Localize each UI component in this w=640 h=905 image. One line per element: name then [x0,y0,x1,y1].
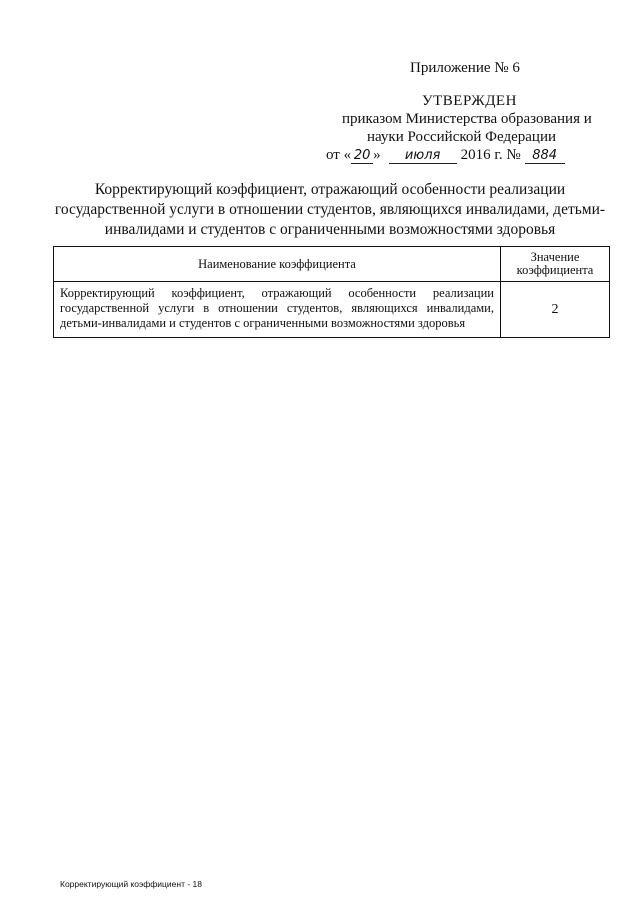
coefficient-table [53,246,610,338]
page-footer: Корректирующий коэффициент - 18 [60,879,202,889]
document-title: Корректирующий коэффициент, отражающий особенности реализации государственной услуги в отношении студентов, являющихся инвалидами, детьми-инвалидами и студентов с ограниченными возможностями здоровья [54,181,606,238]
date-day-handwritten: 20 [351,148,373,164]
order-line-1: приказом Министерства образования и [342,111,592,127]
order-date-line [322,146,602,164]
table-header-row [54,247,610,282]
column-header-value: Значение коэффициента [501,247,610,282]
order-number-handwritten: 884 [525,148,565,164]
coefficient-name-cell: Корректирующий коэффициент, отражающий особенности реализации государственной услуги в отношении студентов, являющихся инвалидами, детьми-инвалидами и студентов с ограниченными возможностями здоровья [54,282,501,338]
approval-block [322,92,602,164]
date-prefix: от « [326,147,352,163]
approved-label: УТВЕРЖДЕН [422,93,517,109]
date-year: 2016 г. № [460,147,521,163]
date-month-handwritten: июля [389,148,457,164]
column-header-name: Наименование коэффициента [54,247,501,282]
date-quote-close: » [373,147,381,163]
appendix-label: Приложение № 6 [410,60,520,76]
table-row [54,282,610,338]
order-line-2: науки Российской Федерации [367,129,557,145]
coefficient-value-cell: 2 [501,282,610,338]
